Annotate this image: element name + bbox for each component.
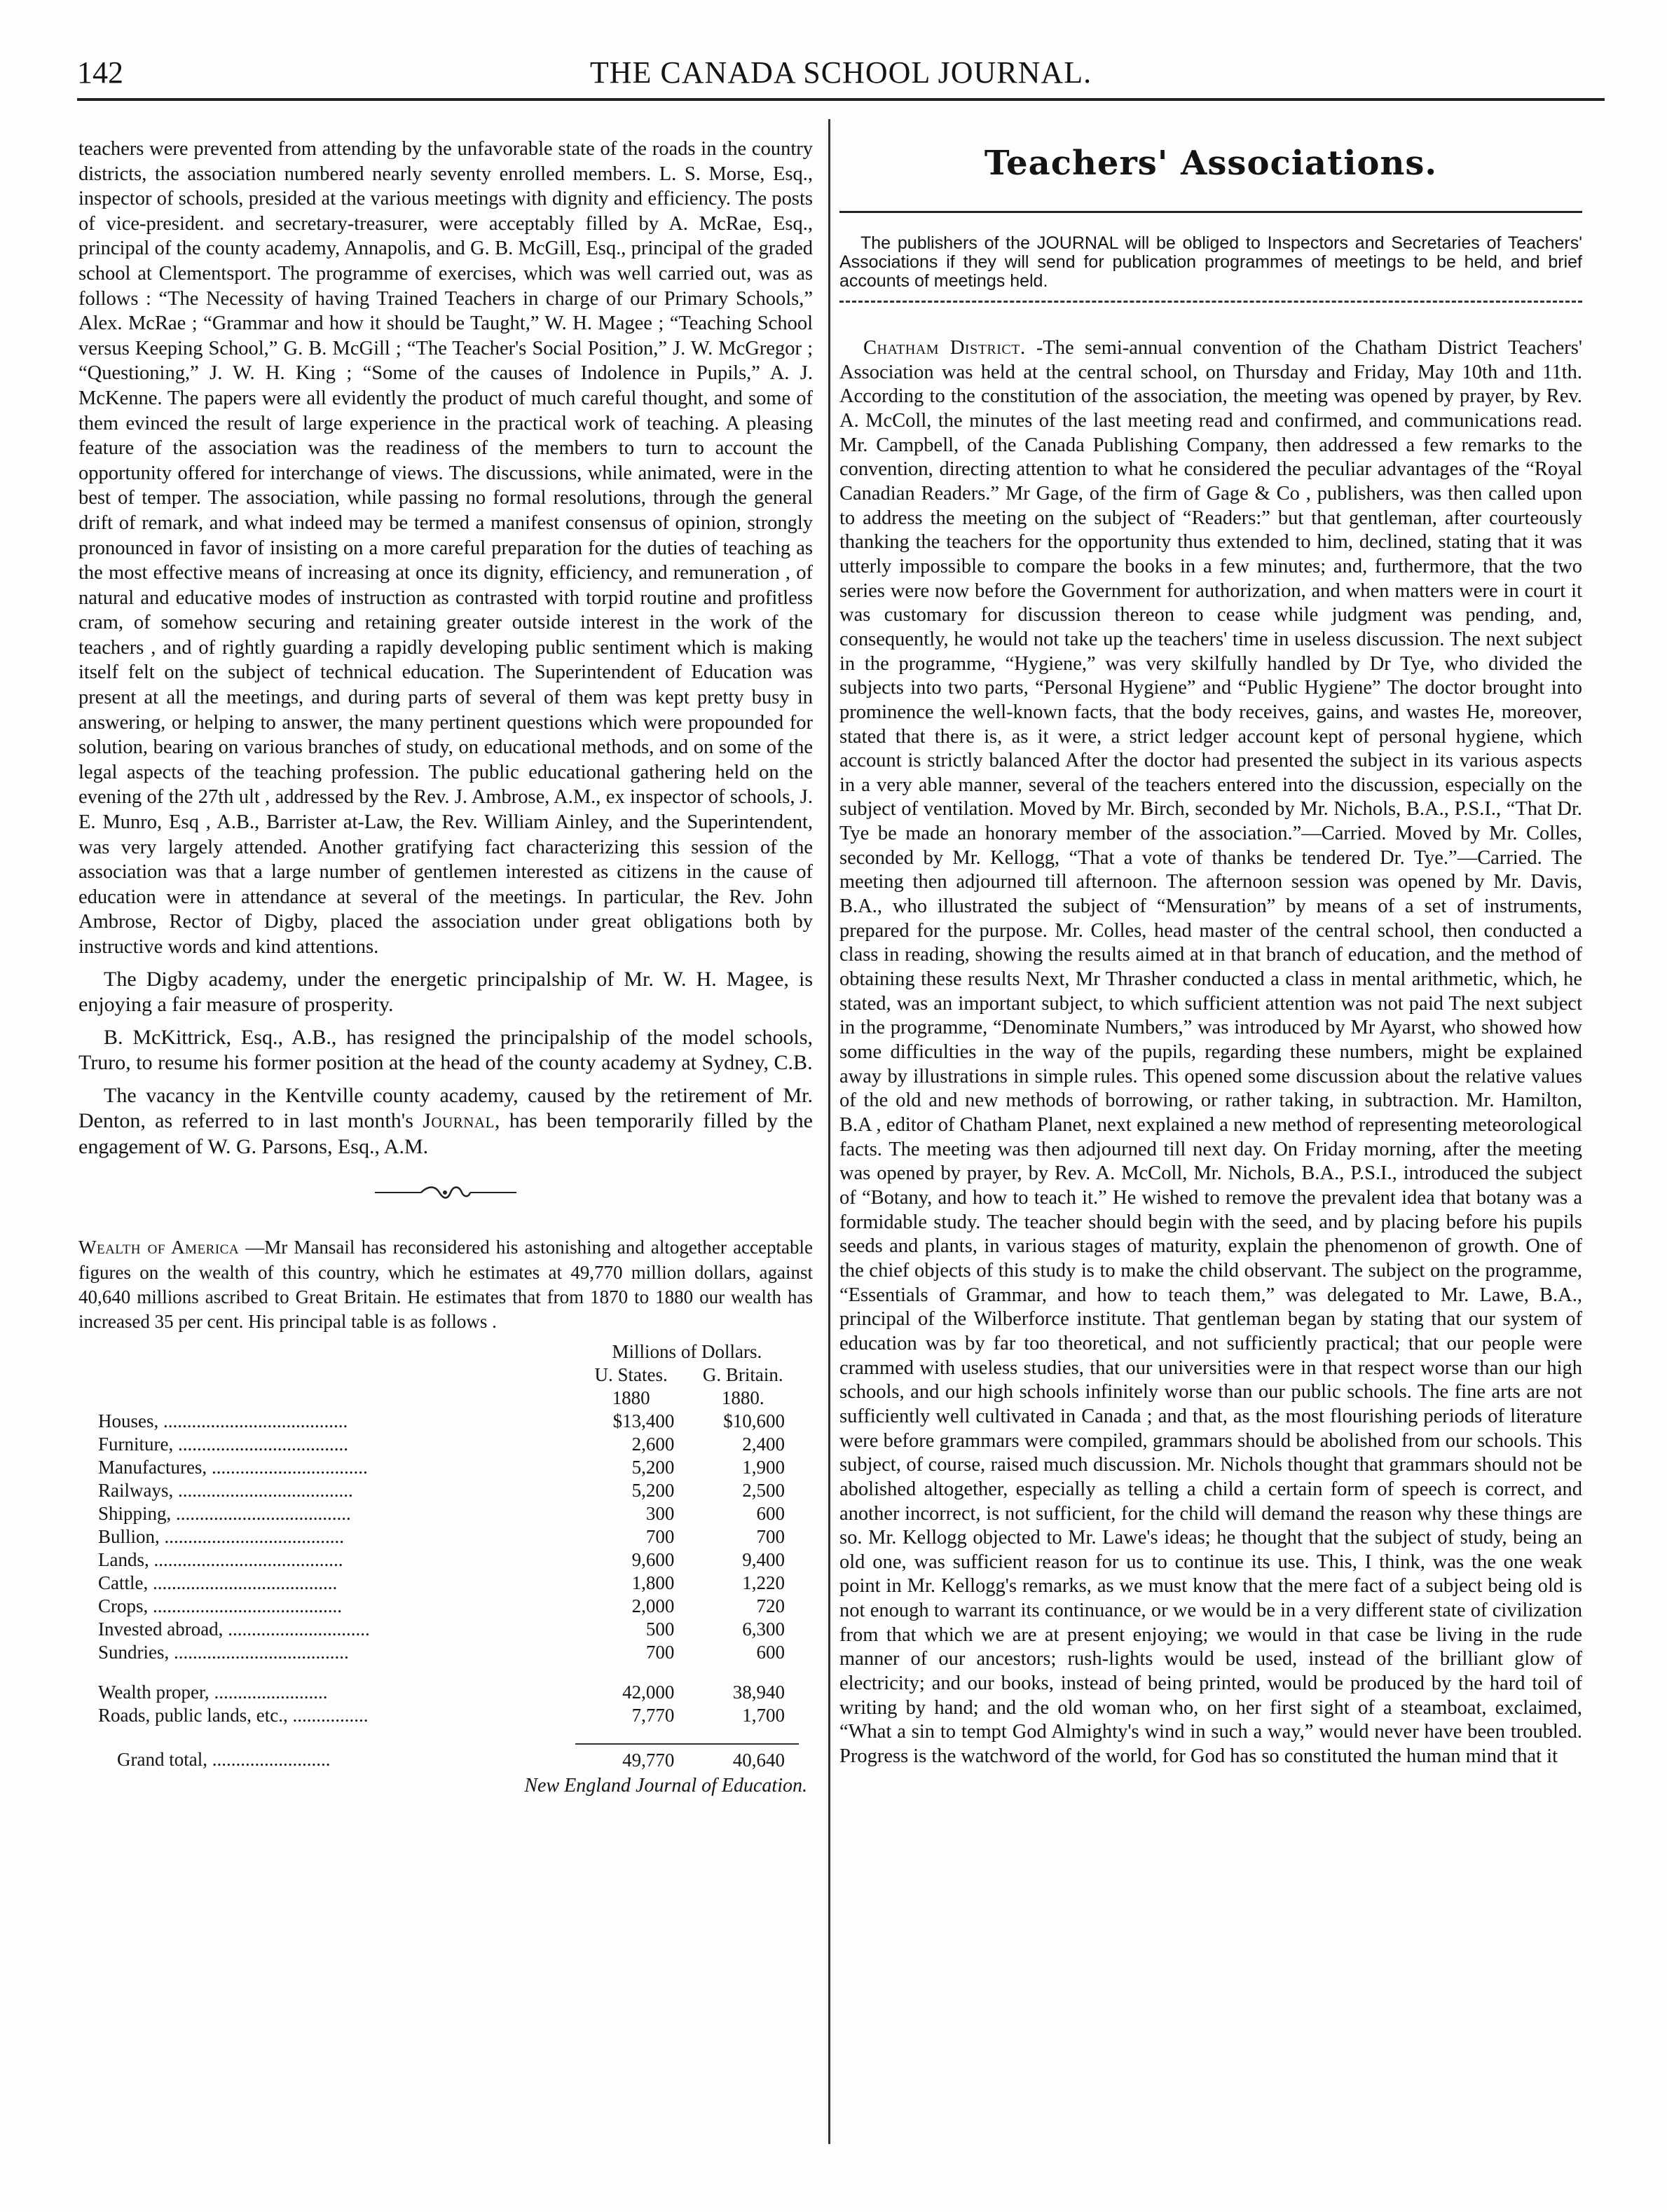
wealth-table: [98, 1340, 799, 1772]
year-us: 1880: [612, 1387, 650, 1408]
row-label: Wealth proper,: [98, 1681, 210, 1703]
row-label: Bullion,: [98, 1525, 160, 1547]
cell-gb: 1,700: [742, 1704, 785, 1726]
kentville-text-end: , has been temporarily filled by the engagement of W. G. Parsons, Esq., A.M.: [78, 1109, 813, 1158]
cell-us: 7,770: [631, 1704, 675, 1726]
kentville-text-start: The vacancy in the Kentville county academy, caused by the retirement of Mr. Denton, as referred to in last month's: [78, 1083, 813, 1133]
cell-us: 2,000: [631, 1595, 675, 1616]
cell-gb: 600: [756, 1502, 785, 1524]
column-header-gb: G. Britain.: [702, 1363, 783, 1385]
cell-gb: $10,600: [723, 1410, 785, 1431]
cell-gb: 600: [756, 1641, 785, 1663]
wealth-rows: [98, 1410, 799, 1664]
row-label: Houses,: [98, 1410, 159, 1431]
table-row: Cattle, ....................................... 1,800 1,220: [98, 1572, 799, 1595]
cell-us: 2,600: [631, 1433, 675, 1455]
row-label: Sundries,: [98, 1641, 170, 1663]
table-row: Lands, ........................................ 9,600 9,400: [98, 1548, 799, 1572]
wealth-proper-row: Wealth proper, ........................ 42,000 38,940: [98, 1681, 799, 1704]
table-row: Invested abroad, .............................. 500 6,300: [98, 1618, 799, 1641]
wealth-heading: Wealth of America: [78, 1237, 240, 1258]
left-column: [78, 137, 813, 1797]
cell-gb: 1,900: [742, 1456, 785, 1478]
nova-scotia-association-paragraph: teachers were prevented from attending by the unfavorable state of the roads in the country districts, the association numbered nearly seventy enrolled members. L. S. Morse, Esq., inspector of schools, presided at the various meetings with dignity and efficiency. The posts of vice-president. and secretary-treasurer, were acceptably filled by A. McRae, Esq., principal of the county academy, Annapolis, and G. B. McGill, Esq., principal of the graded school at Clementsport. The programme of exercises, which was well carried out, was as follows : “The Necessity of having Trained Teachers in charge of our Primary Schools,” Alex. McRae ; “Grammar and how it should be Taught,” W. H. Magee ; “Teaching School versus Keeping School,” G. B. McGill ; “The Teacher's Social Position,” J. W. McGregor ; “Questioning,” J. W. H. King ; “Some of the causes of Indolence in Pupils,” A. J. McKenne. The papers were all evidently the product of much careful thought, and some of them evinced the result of large experience in the practical work of teaching. A pleasing feature of the association was the readiness of the members to turn to account the opportunity offered for interchange of views. The discussions, while animated, were in the best of temper. The association, while passing no formal resolutions, through the general drift of remark, and what indeed may be termed a manifest consensus of opinion, strongly pronounced in favor of insisting on a more careful preparation for the duties of teaching as the most effective means of increasing at once its dignity, efficiency, and remuneration , of natural and educative modes of instruction as contrasted with torpid routine and profitless cram, of somehow securing and retaining greater outside interest in the work of the teachers , and of rightly guarding a rapidly developing public sentiment which is making itself felt on the subject of technical education. The Superintendent of Education was present at all the meetings, and during parts of several of them was kept pretty busy in answering, or helping to answer, the many pertinent questions which were propounded for solution, bearing on various branches of study, on educational methods, and on some of the legal aspects of the teaching profession. The public educational gathering held on the evening of the 27th ult , addressed by the Rev. J. Ambrose, A.M., ex inspector of schools, J. E. Munro, Esq , A.B., Barrister at-Law, the Rev. William Ainley, and the Superintendent, was very largely attended. Another gratifying fact characterizing this session of the association was that a large number of gentlemen interested as citizens in the cause of education were in attendance at several of the meetings. In particular, the Rev. John Ambrose, Rector of Digby, placed the association under great obligations both by instructive words and kind attentions.: [78, 138, 813, 958]
row-label: Lands,: [98, 1548, 149, 1570]
table-row: Bullion, ...................................... 700 700: [98, 1525, 799, 1548]
digby-academy-paragraph: The Digby academy, under the energetic principalship of Mr. W. H. Magee, is enjoying a fair measure of prosperity.: [78, 967, 813, 1017]
row-label: Invested abroad,: [98, 1618, 224, 1640]
wealth-text: —Mr Mansail has reconsidered his astonishing and altogether acceptable figures on the wealth of this country, which he estimates at 49,770 million dollars, against 40,640 millions ascribed to Great Britain. He estimates that from 1870 to 1880 our wealth has increased 35 per cent. His principal table is as follows .: [78, 1237, 813, 1333]
cell-gb: 2,500: [742, 1479, 785, 1501]
cell-us: 700: [645, 1641, 675, 1663]
table-source: New England Journal of Education.: [524, 1774, 807, 1797]
chatham-body-text: -The semi-annual convention of the Chatham District Teachers' Association was held at the central school, on Thursday and Friday, May 10th and 11th. According to the constitution of the association, the meeting was opened by prayer, by Rev. A. McColl, the minutes of the last meeting read and confirmed, and communications read. Mr. Campbell, of the Canada Publishing Company, then addressed a few remarks to the convention, directing attention to what he considered the peculiar advantages of the “Royal Canadian Readers.” Mr Gage, of the firm of Gage & Co , publishers, was then called upon to address the meeting on the subject of “Readers:” but that gentleman, after courteously thanking the teachers for the opportunity thus extended to him, declined, stating that it was utterly impossible to compare the books in a few minutes; and, furthermore, that the two series were now before the Government for authorization, and when matters were in court it was customary for discussion thereon to cease while judgment was pending, and, consequently, he would not take up the teachers' time in useless discussion. The next subject in the programme, “Hygiene,” was very skilfully handled by Dr Tye, who divided the subjects into two parts, “Personal Hygiene” and “Public Hygiene” The doctor brought into prominence the well-known facts, that the body receives, gains, and wastes He, moreover, stated that there is, as it were, a strict ledger account kept of personal hygiene, which account is strictly balanced After the doctor had presented the subject in its various aspects in a very able manner, several of the teachers entered into the discussion, especially on the subject of ventilation. Moved by Mr. Birch, seconded by Mr. Nichols, B.A., P.S.I., “That Dr. Tye be made an honorary member of the association.”—Carried. Moved by Mr. Colles, seconded by Mr. Kellogg, “That a vote of thanks be tendered Dr. Tye.”—Carried. The meeting then adjourned till afternoon. The afternoon session was opened by Mr. Davis, B.A., who illustrated the subject of “Mensuration” by means of a set of instruments, prepared for the purpose. Mr. Colles, head master of the central school, then conducted a class in reading, showing the results aimed at in that branch of education, and the method of obtaining these results Next, Mr Thrasher conducted a class in mental arithmetic, which, he stated, was an important subject, to which sufficient attention was not paid The next subject in the programme, “Denominate Numbers,” was introduced by Mr Ayarst, who showed how some difficulties in the way of the pupils, regarding these numbers, might be explained away by illustrations in simple rules. This opened some discussion about the relative values of the old and new methods of borrowing, or rather taking, in subtraction. Mr. Hamilton, B.A , editor of Chatham Planet, next explained a new method of representing meteorological facts. The meeting was then adjourned till next day. On Friday morning, after the meeting was opened by prayer, by Rev. A. McColl, Mr. Nichols, B.A., P.S.I., introduced the subject of “Botany, and how to teach it.” He wished to remove the prevalent idea that botany was a formidable study. The teacher should begin with the seed, and by placing before his pupils seeds and plants, in various stages of maturity, explain the phenomenon of growth. One of the chief objects of this study is to make the child observant. The subject on the programme, “Essentials of Grammar, and how to teach them,” was delegated to Mr. Lawe, B.A., principal of the Wilberforce institute. That gentleman began by stating that our system of education was by far too theoretical, and not sufficiently practical; that our people were crammed with useless studies, that our universities were in that respect worse than our high schools, and our high schools infinitely worse than our public schools. The fine arts are not sufficiently well cultivated in Canada ; and that, as the most flourishing periods of literature were before grammars were compiled, grammars should be abolished from our schools. This subject, of course, raised much discussion. Mr. Nichols thought that grammars should not be abolished altogether, especially as telling a child a certain form of speech is correct, and another incorrect, is not sufficient, for the child will demand the reason why these things are so. Mr. Kellogg objected to Mr. Lawe's ideas; he thought that the subject of study, being an old one, was sufficient reason for us to continue its use. This, I think, was the one weak point in Mr. Kellogg's remarks, as we must know that the mere fact of a subject being old is not enough to warrant its continuance, or we would be in a very different state of civilization from that which we are at present enjoying; we would in that case be living in the rude manner of our ancestors; rush-lights would be used, instead of the brilliant glow of electricity; and our books, instead of being printed, would be produced by the hard toil of writing by hand; and the old woman who, on her first sight of a steamboat, exclaimed, “What a sin to tempt God Almighty's wind in such a way,” would never have been troubled. Progress is the watchword of the world, for God has so constituted the human mind that it: [839, 337, 1582, 1768]
row-label: Manufactures,: [98, 1456, 207, 1478]
row-label: Grand total,: [117, 1749, 207, 1771]
table-row: Manufactures, ................................. 5,200 1,900: [98, 1456, 799, 1479]
cell-gb: 720: [756, 1595, 785, 1616]
journal-reference: Journal: [423, 1109, 495, 1133]
table-caption-row: [98, 1340, 799, 1363]
journal-title: THE CANADA SCHOOL JOURNAL.: [589, 55, 1092, 90]
column-header-us: U. States.: [594, 1363, 668, 1385]
cell-us: 1,800: [631, 1572, 675, 1593]
header-rule: [77, 98, 1605, 101]
column-divider: [828, 119, 830, 2144]
cell-us: 500: [645, 1618, 675, 1640]
section-rule: [839, 211, 1582, 213]
cell-us: 300: [645, 1502, 675, 1524]
year-gb: 1880.: [721, 1387, 764, 1408]
table-caption: Millions of Dollars.: [612, 1340, 762, 1362]
table-row: Houses, ....................................... $13,400 $10,600: [98, 1410, 799, 1433]
flourish-icon: [372, 1184, 519, 1201]
row-label: Cattle,: [98, 1572, 149, 1593]
table-row: Railways, ..................................... 5,200 2,500: [98, 1479, 799, 1502]
table-row: Crops, ........................................ 2,000 720: [98, 1595, 799, 1618]
cell-gb: 2,400: [742, 1433, 785, 1455]
cell-us: 49,770: [575, 1744, 687, 1772]
table-year-row: [98, 1387, 799, 1410]
publishers-notice: The publishers of the JOURNAL will be obliged to Inspectors and Secretaries of Teachers' Associations if they will send for publication programmes of meetings to be held, and brief accounts of meetings held.: [839, 233, 1582, 291]
row-label: Roads, public lands, etc.,: [98, 1704, 288, 1726]
row-label: Crops,: [98, 1595, 149, 1616]
cell-gb: 9,400: [742, 1548, 785, 1570]
kentville-paragraph: [78, 1083, 813, 1160]
cell-gb: 6,300: [742, 1618, 785, 1640]
dashed-rule: [839, 301, 1582, 303]
cell-us: 5,200: [631, 1479, 675, 1501]
cell-gb: 1,220: [742, 1572, 785, 1593]
cell-gb: 40,640: [687, 1744, 799, 1772]
row-label: Shipping,: [98, 1502, 172, 1524]
cell-us: 9,600: [631, 1548, 675, 1570]
roads-row: Roads, public lands, etc., ................ 7,770 1,700: [98, 1704, 799, 1727]
chatham-district-report: [839, 336, 1582, 1769]
cell-us: 700: [645, 1525, 675, 1547]
cell-us: 42,000: [622, 1681, 675, 1703]
page-header: [77, 55, 1605, 97]
table-header-row: [98, 1363, 799, 1387]
decorative-separator: [78, 1178, 813, 1207]
mckittrick-paragraph: B. McKittrick, Esq., A.B., has resigned the principalship of the model schools, Truro, to resume his former position at the head of the county academy at Sydney, C.B.: [78, 1025, 813, 1075]
page-number: 142: [77, 55, 123, 90]
table-row: Furniture, .................................... 2,600 2,400: [98, 1433, 799, 1456]
wealth-of-america-paragraph: [78, 1235, 813, 1335]
grand-total-row: Grand total, ......................... 49,770 40,640: [98, 1744, 799, 1772]
right-column: [839, 137, 1582, 1769]
chatham-lead-label: Chatham District.: [863, 337, 1026, 359]
table-row: Shipping, ..................................... 300 600: [98, 1502, 799, 1525]
section-heading: Teachers' Associations.: [984, 144, 1438, 183]
row-label: Railways,: [98, 1479, 174, 1501]
row-label: Furniture,: [98, 1433, 174, 1455]
cell-us: 5,200: [631, 1456, 675, 1478]
cell-gb: 38,940: [732, 1681, 785, 1703]
cell-us: $13,400: [612, 1410, 675, 1431]
table-row: Sundries, ..................................... 700 600: [98, 1641, 799, 1664]
cell-gb: 700: [756, 1525, 785, 1547]
